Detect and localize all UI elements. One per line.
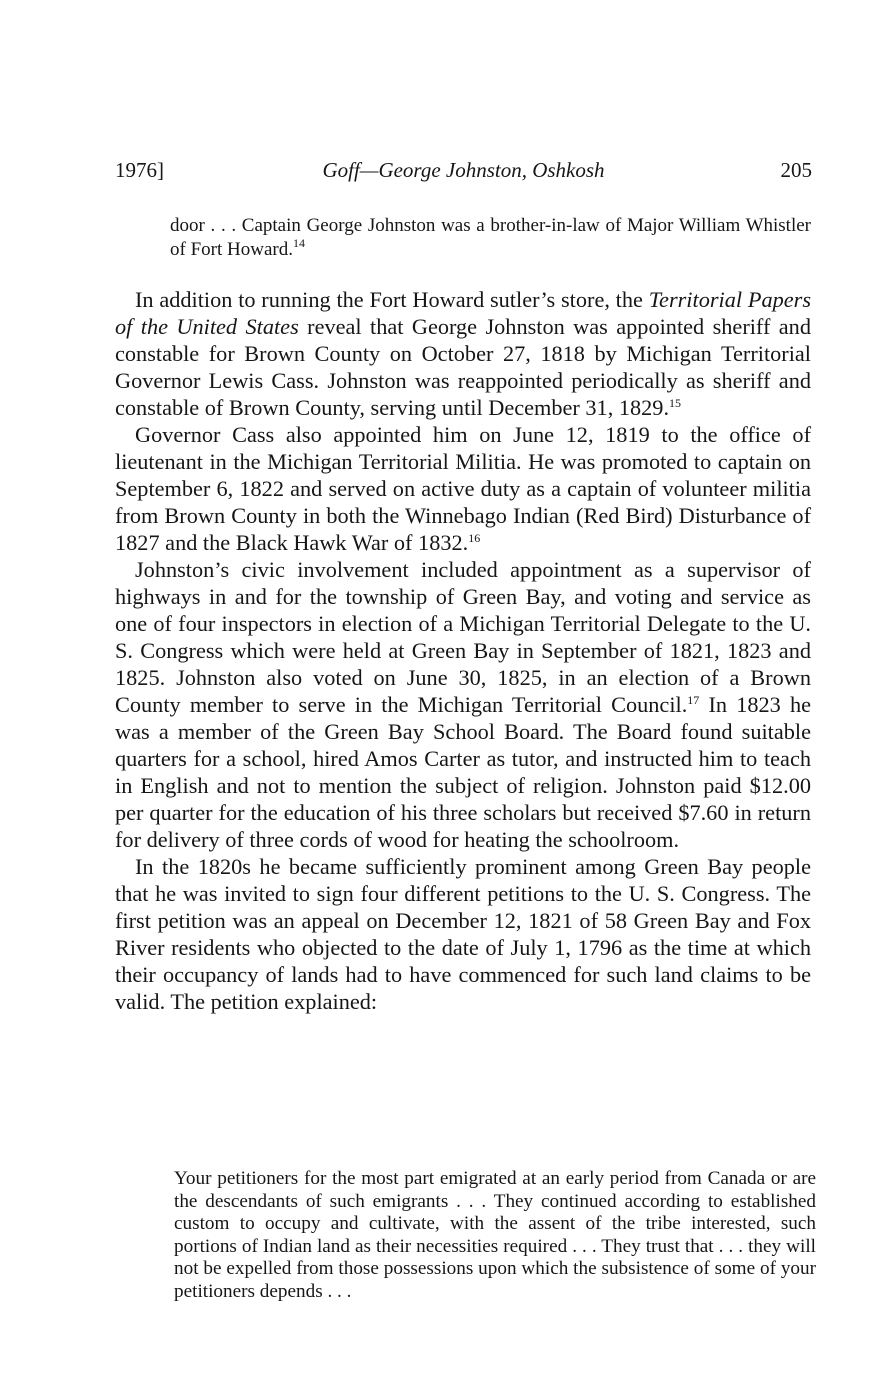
paragraph-text: In 1823 he was a member of the Green Bay School Board. The Board found suitable quarters for a school, hired Amos Carter as tutor, and instructed him to teach in English and not to mention the subject of religion. Johnston paid $12.00 per quarter for the education of his three scholars but received $7.60 in return for delivery of three cords of wood for heating the schoolroom. (115, 692, 812, 852)
footnote-ref-15: 15 (669, 396, 682, 410)
block-quote-text: Your petitioners for the most part emigrated at an early period from Canada or are the descendants of such emigrants . . . They continued according to established custom to occupy and cultivate, with the assent of the tribe interested, such portions of Indian land as their necessities required . . . They trust that . . . they will not be expelled from those possessions upon which the subsistence of some of your petitioners depends . . . (174, 1168, 816, 1302)
article-body (115, 286, 811, 1015)
paragraph-territorial-papers (115, 286, 811, 421)
running-head (115, 158, 812, 186)
running-head-title: Goff—George Johnston, Oshkosh (322, 158, 605, 182)
running-head-year: 1976] (115, 158, 164, 182)
footnote-ref-16: 16 (468, 531, 481, 545)
block-quote-text: door . . . Captain George Johnston was a brother-in-law of Major William Whistler of Fort Howard. (170, 215, 811, 260)
paragraph-petitions (115, 853, 811, 1015)
footnote-ref-14: 14 (292, 236, 305, 250)
italic-title-territorial-papers: Territorial Papers of the United States (115, 287, 811, 339)
paragraph-text: reveal that George Johnston was appointed sheriff and constable for Brown County on October 27, 1818 by Michigan Territorial Governor Lewis Cass. Johnston was reappointed periodically as sheriff and constable of Brown County, serving until December 31, 1829. (115, 314, 811, 420)
paragraph-text: In the 1820s he became sufficiently prominent among Green Bay people that he was invited to sign four different petitions to the U. S. Congress. The first petition was an appeal on December 12, 1821 of 58 Green Bay and Fox River residents who objected to the date of July 1, 1796 as the time at which their occupancy of lands had to have commenced for such land claims to be valid. The petition explained: (115, 854, 811, 1014)
paragraph-text: In addition to running the Fort Howard sutler’s store, the (135, 287, 649, 312)
paragraph-text: Governor Cass also appointed him on June 12, 1819 to the office of lieutenant in the Michigan Territorial Militia. He was promoted to captain on September 6, 1822 and served on active duty as a captain of volunteer militia from Brown County in both the Winnebago Indian (Red Bird) Disturbance of 1827 and the Black Hawk War of 1832. (115, 422, 811, 555)
block-quote-continued (170, 214, 811, 262)
paragraph-militia (115, 421, 811, 556)
block-quote-petition (174, 1168, 816, 1304)
paragraph-text: Johnston’s civic involvement included appointment as a supervisor of highways in and for the township of Green Bay, and voting and service as one of four inspectors in election of a Michigan Territorial Delegate to the U. S. Congress which were held at Green Bay in September of 1821, 1823 and 1825. Johnston also voted on June 30, 1825, in an election of a Brown County member to serve in the Michigan Territorial Council. (115, 557, 811, 717)
footnote-ref-17: 17 (687, 693, 700, 707)
page-number: 205 (780, 158, 812, 182)
paragraph-civic-involvement (115, 556, 811, 853)
